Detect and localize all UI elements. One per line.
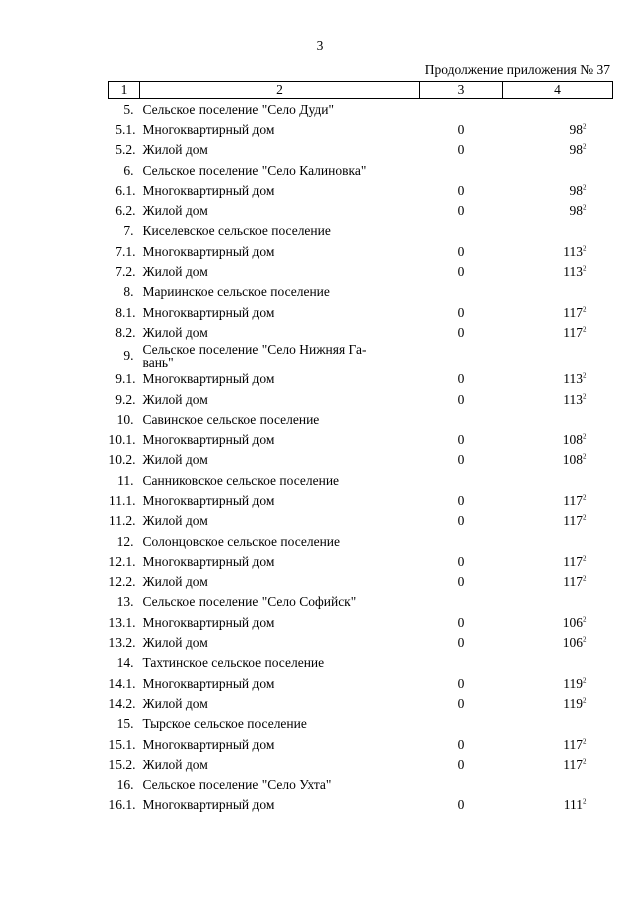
row-col-4-cell (503, 369, 613, 389)
row-col-4-superscript: 2 (583, 305, 587, 314)
row-col-3-value (420, 714, 503, 734)
row-col-4-superscript: 2 (583, 513, 587, 522)
row-name: Жилой дом (142, 695, 208, 711)
row-number: 10.1. (108, 432, 136, 448)
header-row (109, 82, 613, 99)
table-row (109, 572, 613, 592)
row-number: 15. (116, 716, 134, 732)
row-col-4-cell (503, 200, 613, 220)
row-col-4-cell (503, 653, 613, 673)
row-col-4-superscript: 2 (583, 183, 587, 192)
row-name: Многоквартирный дом (142, 736, 275, 752)
row-number: 8. (123, 284, 134, 300)
row-number: 5.1. (115, 121, 136, 137)
table-row (109, 119, 613, 139)
row-name: Сельское поселение "Село Ухта" (142, 777, 332, 793)
row-name: Жилой дом (142, 756, 208, 772)
row-col-3-value: 0 (457, 182, 465, 198)
table-row (109, 369, 613, 389)
row-name: Жилой дом (142, 142, 208, 158)
table-row (109, 511, 613, 531)
row-col-4-value: 113 (563, 371, 583, 387)
row-name: Многоквартирный дом (142, 432, 275, 448)
row-col-4-cell (503, 693, 613, 713)
row-name: Киселевское сельское поселение (142, 223, 331, 239)
row-col-4-superscript: 2 (583, 392, 587, 400)
row-col-4-superscript: 2 (583, 676, 587, 685)
row-name: Жилой дом (142, 513, 208, 529)
row-col-3-value: 0 (457, 736, 465, 752)
row-col-4-cell (503, 734, 613, 754)
row-col-3-value: 0 (457, 391, 465, 407)
table-row (109, 551, 613, 571)
row-name: Жилой дом (142, 452, 208, 468)
row-col-3-value (420, 470, 503, 490)
row-col-4-cell (503, 632, 613, 652)
table-row (109, 389, 613, 409)
row-col-4-superscript: 2 (583, 244, 587, 253)
row-number: 13.1. (108, 614, 136, 630)
row-col-4-value: 117 (563, 736, 583, 752)
header-col-2: 2 (140, 82, 420, 99)
row-col-4-superscript: 2 (583, 737, 587, 746)
row-number: 7.2. (115, 264, 136, 280)
section-row (109, 775, 613, 795)
row-col-4-superscript: 2 (583, 635, 587, 644)
row-name: Многоквартирный дом (142, 121, 275, 137)
row-col-4-superscript: 2 (583, 615, 587, 624)
row-name: Жилой дом (142, 324, 208, 340)
row-col-3-value: 0 (457, 513, 465, 529)
row-col-4-value: 98 (569, 142, 583, 158)
table-body (109, 99, 613, 816)
row-col-3-value (420, 282, 503, 302)
row-name: Сельское поселение "Село Нижняя Га- вань" (142, 341, 367, 370)
row-name: Жилой дом (142, 391, 208, 407)
row-name: Сельское поселение "Село Софийск" (142, 594, 357, 610)
row-col-4-cell (503, 389, 613, 409)
row-number: 9.2. (115, 391, 136, 407)
table-row (109, 261, 613, 281)
row-name: Тырское сельское поселение (142, 716, 307, 732)
row-name: Многоквартирный дом (142, 182, 275, 198)
row-col-4-value: 117 (563, 574, 583, 590)
row-col-4-cell (503, 470, 613, 490)
row-col-3-value: 0 (457, 142, 465, 158)
row-name: Многоквартирный дом (142, 614, 275, 630)
row-name: Многоквартирный дом (142, 553, 275, 569)
continuation-caption: Продолжение приложения № 37 (424, 62, 610, 77)
row-col-4-value: 106 (562, 635, 583, 651)
row-col-3-value: 0 (457, 695, 465, 711)
row-col-4-value: 117 (563, 553, 583, 569)
row-col-3-value: 0 (457, 797, 465, 813)
row-col-4-cell (503, 551, 613, 571)
header-col-3: 3 (420, 82, 503, 99)
row-col-4-cell (503, 572, 613, 592)
row-col-4-cell (503, 673, 613, 693)
table-row (109, 612, 613, 632)
row-col-4-superscript: 2 (583, 325, 587, 334)
row-col-4-cell (503, 282, 613, 302)
section-row (109, 221, 613, 241)
table-row (109, 734, 613, 754)
table-row (109, 429, 613, 449)
row-number: 6. (123, 162, 134, 178)
row-col-4-value: 98 (569, 182, 583, 198)
row-col-3-value (420, 221, 503, 241)
table-row (109, 302, 613, 322)
row-col-3-value (420, 409, 503, 429)
row-number: 9. (123, 348, 134, 364)
row-col-4-value: 117 (563, 304, 583, 320)
table-header (109, 82, 613, 99)
section-row (109, 531, 613, 551)
row-col-4-superscript: 2 (583, 757, 587, 766)
row-col-3-value (420, 343, 503, 369)
section-row (109, 160, 613, 180)
row-col-3-value: 0 (457, 264, 465, 280)
row-col-3-value: 0 (457, 452, 465, 468)
table-row (109, 180, 613, 200)
row-col-4-cell (503, 180, 613, 200)
row-name: Многоквартирный дом (142, 243, 275, 259)
row-col-4-value: 106 (562, 614, 583, 630)
header-col-4: 4 (503, 82, 613, 99)
row-col-4-superscript: 2 (583, 122, 587, 131)
row-col-3-value: 0 (457, 635, 465, 651)
section-row (109, 343, 613, 369)
row-col-4-superscript: 2 (583, 452, 587, 461)
row-name: Санниковское сельское поселение (142, 472, 340, 488)
row-number: 16.1. (108, 797, 136, 813)
row-name: Жилой дом (142, 203, 208, 219)
row-col-4-superscript: 2 (583, 432, 587, 441)
row-col-3-value: 0 (457, 121, 465, 137)
table-row (109, 322, 613, 342)
table-row (109, 795, 613, 815)
appendix-table (108, 81, 613, 815)
row-col-4-superscript: 2 (583, 574, 587, 583)
section-row (109, 99, 613, 120)
row-col-4-cell (503, 612, 613, 632)
row-number: 15.1. (108, 736, 136, 752)
row-col-4-cell (503, 754, 613, 774)
row-name: Жилой дом (142, 264, 208, 280)
section-row (109, 470, 613, 490)
row-number: 10.2. (108, 452, 136, 468)
row-col-4-cell (503, 343, 613, 369)
section-row (109, 282, 613, 302)
row-number: 8.1. (115, 304, 136, 320)
row-number: 14. (116, 655, 134, 671)
row-col-4-cell (503, 409, 613, 429)
row-col-3-value (420, 160, 503, 180)
row-col-3-value: 0 (457, 324, 465, 340)
row-col-4-value: 98 (569, 121, 583, 137)
row-name: Жилой дом (142, 635, 208, 651)
row-col-4-value: 119 (563, 695, 583, 711)
row-col-4-value: 111 (563, 797, 583, 813)
row-number: 7. (123, 223, 134, 239)
row-col-4-value: 119 (563, 675, 583, 691)
row-col-3-value: 0 (457, 553, 465, 569)
row-col-4-value: 117 (563, 513, 583, 529)
row-name: Мариинское сельское поселение (142, 284, 330, 300)
row-col-4-cell (503, 221, 613, 241)
row-number: 5.2. (115, 142, 136, 158)
row-col-3-value (420, 99, 503, 120)
row-col-4-cell (503, 119, 613, 139)
row-col-4-cell (503, 140, 613, 160)
section-row (109, 653, 613, 673)
row-name: Многоквартирный дом (142, 797, 275, 813)
row-number: 6.1. (115, 182, 136, 198)
row-number: 9.1. (115, 371, 136, 387)
table-row (109, 490, 613, 510)
row-col-4-superscript: 2 (583, 797, 587, 806)
table-row (109, 754, 613, 774)
row-col-3-value: 0 (457, 614, 465, 630)
row-col-3-value: 0 (457, 574, 465, 590)
section-row (109, 409, 613, 429)
table-row (109, 241, 613, 261)
row-name: Многоквартирный дом (142, 371, 275, 387)
row-col-4-value: 98 (569, 203, 583, 219)
row-number: 11.1. (109, 492, 136, 508)
row-col-4-value: 108 (562, 432, 583, 448)
row-name: Жилой дом (142, 574, 208, 590)
row-col-4-superscript: 2 (583, 142, 587, 151)
table-row (109, 200, 613, 220)
row-col-3-value (420, 653, 503, 673)
row-number: 10. (116, 411, 134, 427)
row-number: 14.2. (108, 695, 136, 711)
row-col-3-value: 0 (457, 675, 465, 691)
row-col-4-value: 113 (563, 243, 583, 259)
row-number: 13. (116, 594, 134, 610)
row-col-3-value: 0 (457, 492, 465, 508)
section-row (109, 714, 613, 734)
row-col-4-value: 117 (563, 492, 583, 508)
row-col-4-superscript: 2 (583, 554, 587, 563)
row-col-4-cell (503, 490, 613, 510)
row-number: 6.2. (115, 203, 136, 219)
row-col-4-superscript: 2 (583, 493, 587, 502)
row-col-3-value: 0 (457, 203, 465, 219)
table-row (109, 450, 613, 470)
row-col-4-superscript: 2 (583, 264, 587, 273)
row-col-4-superscript: 2 (583, 371, 587, 380)
row-number: 16. (116, 777, 134, 793)
row-col-4-cell (503, 322, 613, 342)
row-name: Савинское сельское поселение (142, 411, 320, 427)
row-col-4-cell (503, 450, 613, 470)
row-col-4-value: 113 (563, 264, 583, 280)
row-col-4-superscript: 2 (583, 203, 587, 212)
row-name: Многоквартирный дом (142, 675, 275, 691)
row-col-3-value: 0 (457, 371, 465, 387)
row-col-3-value: 0 (457, 304, 465, 320)
section-row (109, 592, 613, 612)
row-col-3-value (420, 775, 503, 795)
row-col-3-value: 0 (457, 243, 465, 259)
page-number: 3 (316, 38, 324, 53)
row-number: 5. (123, 101, 134, 117)
row-number: 11. (117, 472, 134, 488)
row-col-4-cell (503, 261, 613, 281)
row-col-3-value (420, 592, 503, 612)
table-row (109, 693, 613, 713)
row-col-4-cell (503, 302, 613, 322)
row-col-4-cell (503, 531, 613, 551)
row-number: 8.2. (115, 324, 136, 340)
row-name: Тахтинское сельское поселение (142, 655, 325, 671)
row-col-3-value: 0 (457, 756, 465, 772)
row-name: Сельское поселение "Село Калиновка" (142, 162, 367, 178)
row-col-3-value (420, 531, 503, 551)
row-col-4-cell (503, 160, 613, 180)
row-number: 12.2. (108, 574, 136, 590)
row-number: 12. (116, 533, 134, 549)
row-name: Многоквартирный дом (142, 304, 275, 320)
row-col-4-cell (503, 592, 613, 612)
table-row (109, 140, 613, 160)
table-row (109, 632, 613, 652)
row-name: Многоквартирный дом (142, 492, 275, 508)
row-col-4-cell (503, 714, 613, 734)
row-name: Сельское поселение "Село Дуди" (142, 101, 334, 117)
row-number: 14.1. (108, 675, 136, 691)
table-row (109, 673, 613, 693)
row-number: 12.1. (108, 553, 136, 569)
row-col-4-cell (503, 241, 613, 261)
header-col-1: 1 (109, 82, 140, 99)
row-col-3-value: 0 (457, 432, 465, 448)
row-col-4-cell (503, 795, 613, 815)
row-name: Солонцовское сельское поселение (142, 533, 341, 549)
row-number: 15.2. (108, 756, 136, 772)
row-col-4-superscript: 2 (583, 696, 587, 705)
row-col-4-value: 108 (562, 452, 583, 468)
row-col-4-value: 117 (563, 324, 583, 340)
row-col-4-cell (503, 99, 613, 120)
row-col-4-cell (503, 511, 613, 531)
row-col-4-value: 117 (563, 756, 583, 772)
row-number: 11.2. (109, 513, 136, 529)
row-number: 13.2. (108, 635, 136, 651)
row-col-4-value: 113 (563, 391, 583, 407)
row-col-4-cell (503, 775, 613, 795)
row-number: 7.1. (115, 243, 136, 259)
row-col-4-cell (503, 429, 613, 449)
